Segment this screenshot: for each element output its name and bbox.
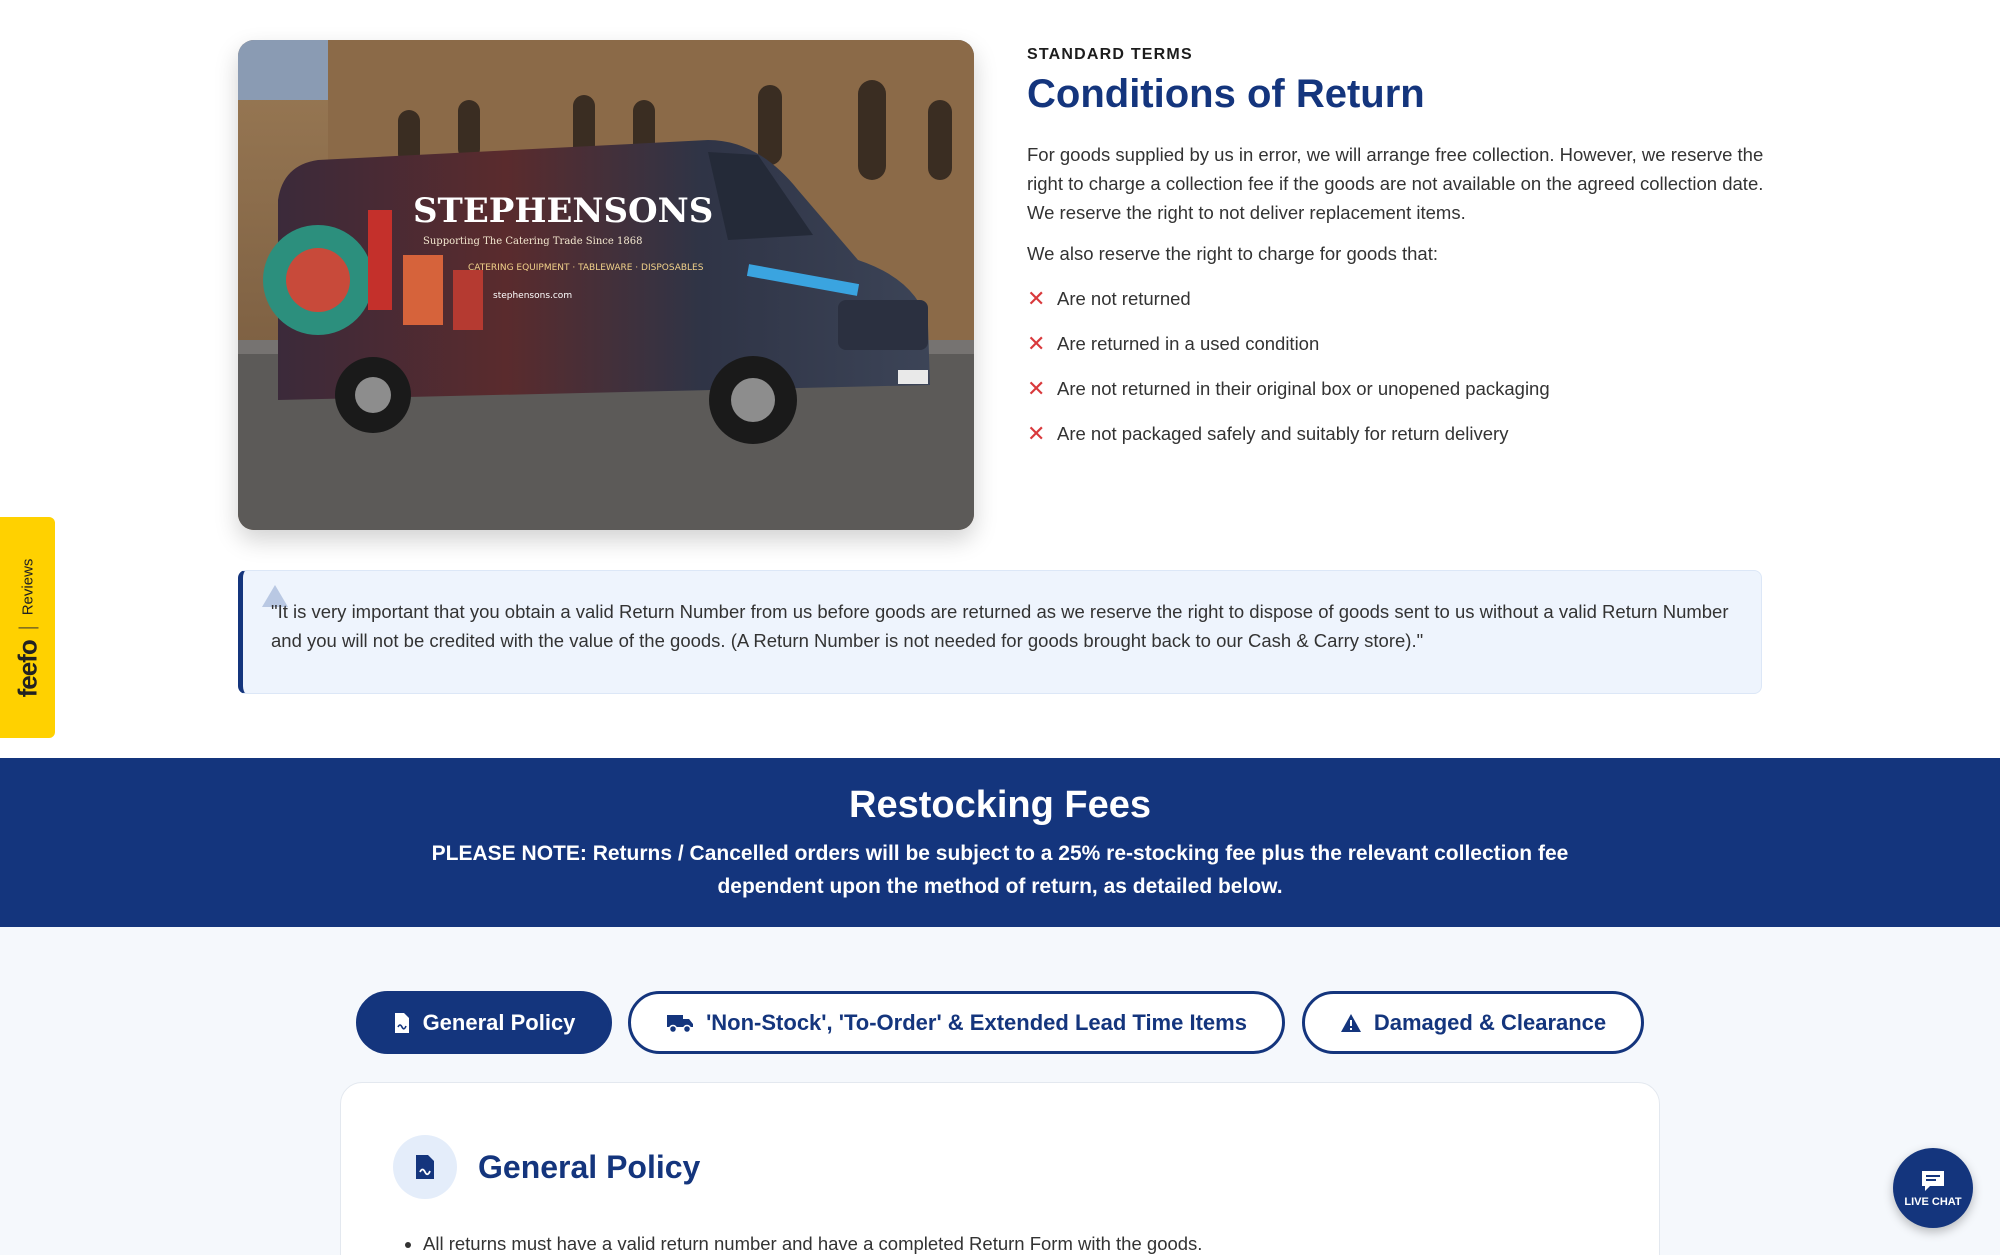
- tab-non-stock-items[interactable]: 'Non-Stock', 'To-Order' & Extended Lead Time Items: [628, 991, 1285, 1054]
- feefo-reviews-tab[interactable]: [0, 517, 55, 738]
- warning-icon: [1340, 1013, 1362, 1033]
- van-brand-text: STEPHENSONS: [413, 191, 714, 231]
- tab-damaged-clearance[interactable]: Damaged & Clearance: [1302, 991, 1644, 1054]
- van-tagline-text: Supporting The Catering Trade Since 1868: [423, 236, 643, 247]
- chat-bubble-icon: [1920, 1169, 1946, 1193]
- feefo-logo: feefo: [12, 639, 42, 697]
- list-item: ✕ Are not returned: [1027, 285, 1191, 311]
- restocking-notice: PLEASE NOTE: Returns / Cancelled orders will be subject to a 25% re-stocking fee plus the relevant collection fee dependent upon the method of return, as detailed below.: [431, 842, 1569, 898]
- van-illustration: [238, 40, 974, 530]
- conditions-list: [1027, 276, 1767, 456]
- list-item: ✕ Are not returned in their original box or unopened packaging: [1027, 375, 1550, 401]
- live-chat-button[interactable]: [1893, 1148, 1973, 1228]
- cross-icon: ✕: [1027, 330, 1046, 356]
- truck-icon: [666, 1012, 694, 1034]
- cross-icon: ✕: [1027, 285, 1046, 311]
- feefo-divider: [18, 627, 38, 628]
- cross-icon: ✕: [1027, 375, 1046, 401]
- feefo-reviews-label: Reviews: [19, 558, 36, 615]
- hero-van-image: [238, 40, 974, 530]
- policy-icon-badge: [393, 1135, 457, 1199]
- policy-list: [403, 1233, 1603, 1255]
- live-chat-label: LIVE CHAT: [1904, 1195, 1962, 1208]
- list-item: ✕ Are not packaged safely and suitably for return delivery: [1027, 420, 1509, 446]
- section-eyebrow: STANDARD TERMS: [1027, 46, 1193, 63]
- page-title: Conditions of Return: [1027, 72, 1425, 116]
- van-services-text: CATERING EQUIPMENT · TABLEWARE · DISPOSABLES: [468, 263, 704, 273]
- policy-card-title: General Policy: [478, 1149, 701, 1185]
- tab-general-policy[interactable]: General Policy: [356, 991, 612, 1054]
- list-item: ✕ Are returned in a used condition: [1027, 330, 1320, 356]
- van-website-text: stephensons.com: [493, 291, 573, 301]
- restocking-title: Restocking Fees: [849, 784, 1151, 826]
- general-policy-card: [340, 1082, 1660, 1255]
- restocking-fees-banner: [0, 758, 2000, 927]
- return-number-note: [238, 570, 1762, 694]
- standard-terms-section: [1027, 46, 1767, 456]
- note-text: "It is very important that you obtain a valid Return Number from us before goods are returned as we reserve the right to dispose of goods sent to us without a valid Return Number and you will not be credited with the value of the goods. (A Return Number is not needed for goods brought back to our Cash & Carry store).": [271, 601, 1729, 651]
- list-item: • All returns must have a valid return number and have a completed Return Form with the goods.: [423, 1233, 1603, 1255]
- terms-lead: We also reserve the right to charge for goods that:: [1027, 243, 1438, 264]
- terms-paragraph: For goods supplied by us in error, we will arrange free collection. However, we reserve the right to charge a collection fee if the goods are not available on the agreed collection date. We reserve the right to not deliver replacement items.: [1027, 144, 1764, 223]
- file-icon: [393, 1012, 411, 1034]
- cross-icon: ✕: [1027, 420, 1046, 446]
- file-icon: [414, 1154, 436, 1180]
